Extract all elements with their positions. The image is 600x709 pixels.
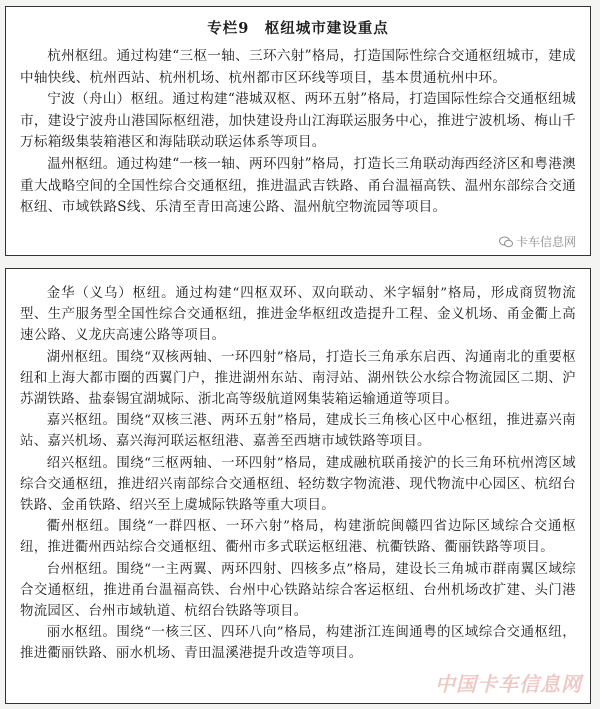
watermark-top-text: 卡车信息网: [515, 235, 576, 249]
paragraph-lishui: 丽水枢纽。围绕“一核三区、四环八向”格局，构建浙江连闽通粤的区域综合交通枢纽，推进衢丽铁路、丽水机场、青田温溪港提升改造等项目。: [20, 625, 576, 662]
paragraph-wenzhou: 温州枢纽。通过构建“一核一轴、两环四射”格局，打造长三角联动海西经济区和粤港澳重大战略空间的全国性综合交通枢纽，推进温武吉铁路、甬台温福高铁、温州东部综合交通枢纽、市域铁路S线、乐清至青田高速公路、温州航空物流园等项目。: [20, 155, 576, 216]
paragraph-huzhou: 湖州枢纽。围绕“双核两轴、一环四射”格局，打造长三角承东启西、沟通南北的重要枢纽和上海大都市圈的西翼门户，推进湖州东站、南浔站、湖州铁公水综合物流园区二期、沪苏湖铁路、盐泰锡宜湖城际、浙北高等级航道网集装箱运输通道等项目。: [20, 349, 576, 408]
paragraph-jiaxing: 嘉兴枢纽。围绕“双核三港、两环五射”格局，建成长三角核心区中心枢纽，推进嘉兴南站、嘉兴机场、嘉兴海河联运枢纽港、嘉善至西塘市域铁路等项目。: [20, 413, 576, 450]
paragraph-ningbo: 宁波（舟山）枢纽。通过构建“港城双枢、两环五射”格局，打造国际性综合交通枢纽城市，建设宁波舟山港国际枢纽港，加快建设舟山江海联运服务中心，推进宁波机场、梅山千万标箱级集装箱港区和海陆联动联运体系等项目。: [20, 91, 576, 151]
column-title: 专栏9 枢纽城市建设重点: [207, 20, 389, 37]
column-box-top: [5, 6, 591, 256]
wechat-icon: [499, 236, 513, 248]
watermark-top: [499, 233, 576, 250]
column-box-bottom: [5, 268, 591, 704]
paragraph-shaoxing: 绍兴枢纽。围绕“三枢两轴、一环四射”格局，建成融杭联甬接沪的长三角环杭州湾区域综合交通枢纽，推进绍兴南部综合交通枢纽、轻纺数字物流港、现代物流中心园区、杭绍台铁路、金甬铁路、绍兴至上虞城际铁路等重大项目。: [20, 455, 576, 514]
watermark-bottom: 中国卡车信息网: [435, 672, 582, 696]
paragraph-hangzhou: 杭州枢纽。通过构建“三枢一轴、三环六射”格局，打造国际性综合交通枢纽城市，建成中轴快线、杭州西站、杭州机场、杭州都市区环线等项目，基本贯通杭州中环。: [20, 48, 576, 86]
paragraph-quzhou: 衢州枢纽。围绕“一群四枢、一环六射”格局，构建浙皖闽赣四省边际区域综合交通枢纽，推进衢州西站综合交通枢纽、衢州市多式联运枢纽港、杭衢铁路、衢丽铁路等项目。: [20, 519, 576, 556]
paragraph-jinhua: 金华（义乌）枢纽。通过构建“四枢双环、双向联动、米字辐射”格局，形成商贸物流型、生产服务型全国性综合交通枢纽，推进金华枢纽改造提升工程、金义机场、甬金衢上高速公路、义龙庆高速公路等项目。: [20, 286, 576, 344]
paragraph-taizhou: 台州枢纽。围绕“一主两翼、两环四射、四核多点”格局，建设长三角城市群南翼区域综合交通枢纽，推进甬台温福高铁、台州中心铁路站综合客运枢纽、台州机场改扩建、头门港物流园区、台州市域轨道、杭绍台铁路等项目。: [20, 561, 576, 620]
